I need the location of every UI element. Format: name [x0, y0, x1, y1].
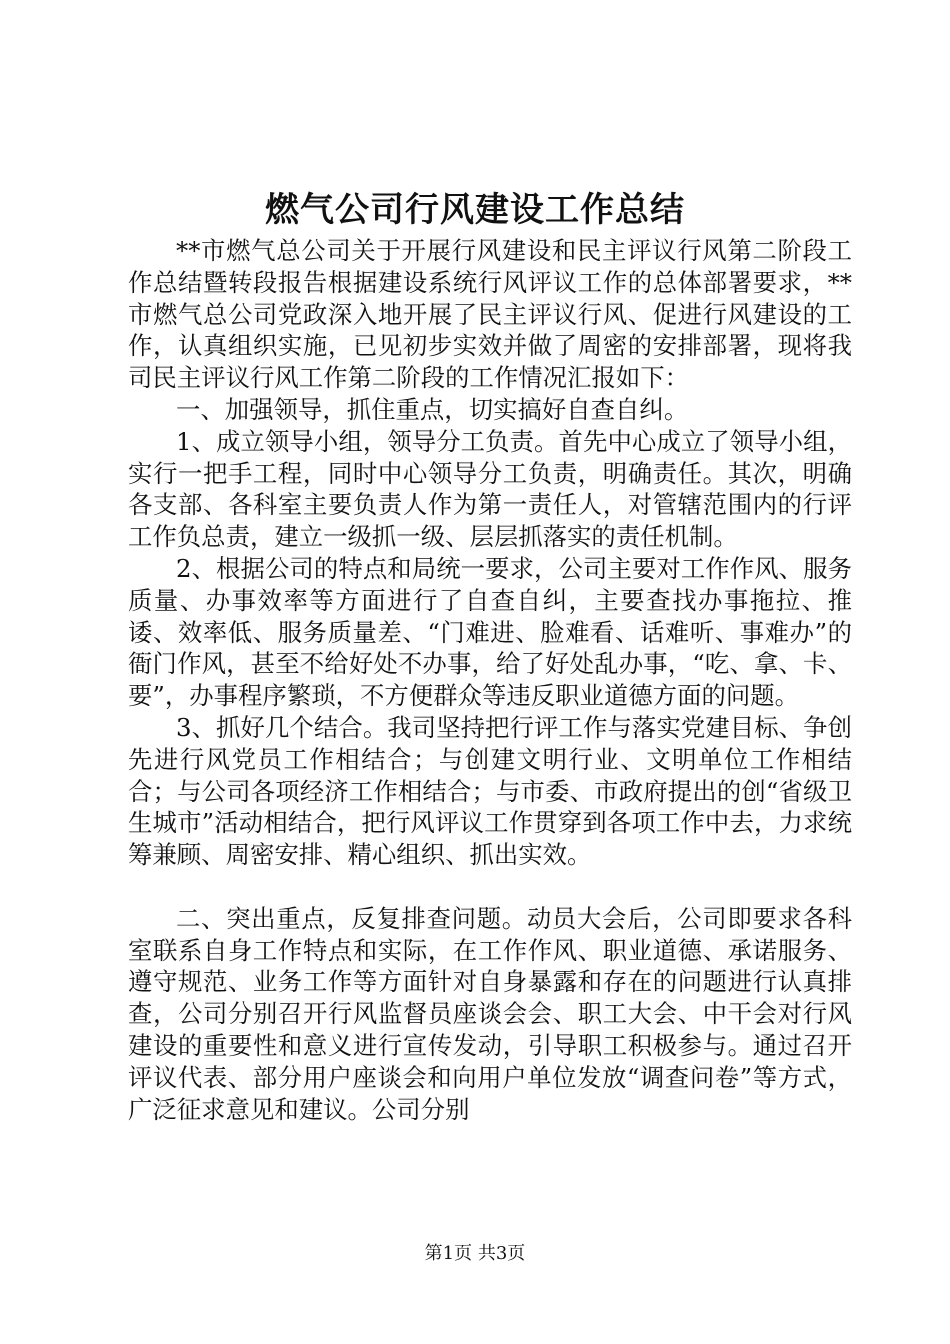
paragraph-section-2: 二、突出重点，反复排查问题。动员大会后，公司即要求各科室联系自身工作特点和实际，在工作作风、职业道德、承诺服务、遵守规范、业务工作等方面针对自身暴露和存在的问题进行认真排查，公司分别召开行风监督员座谈会会、职工大会、中干会对行风建设的重要性和意义进行宣传发动，引导职工积极参与。通过召开评议代表、部分用户座谈会和向用户单位发放“调查问卷”等方式，广泛征求意见和建议。公司分别 [128, 903, 852, 1124]
paragraph-intro: **市燃气总公司关于开展行风建设和民主评议行风第二阶段工作总结暨转段报告根据建设系统行风评议工作的总体部署要求，**市燃气总公司党政深入地开展了民主评议行风、促进行风建设的工作，认真组织实施，已见初步实效并做了周密的安排部署，现将我司民主评议行风工作第二阶段的工作情况汇报如下： [128, 236, 852, 393]
document-body [128, 235, 852, 1125]
document-title: 燃气公司行风建设工作总结 [265, 190, 685, 230]
paragraph-item-2: 2、根据公司的特点和局统一要求，公司主要对工作作风、服务质量、办事效率等方面进行了自查自纠，主要查找办事拖拉、推诿、效率低、服务质量差、“门难进、脸难看、话难听、事难办”的衙门作风，甚至不给好处不办事，给了好处乱办事，“吃、拿、卡、要”，办事程序繁琐，不方便群众等违反职业道德方面的问题。 [128, 553, 852, 711]
page-footer: 第1页 共3页 [424, 1243, 526, 1264]
paragraph-item-1: 1、成立领导小组，领导分工负责。首先中心成立了领导小组，实行一把手工程，同时中心领导分工负责，明确责任。其次，明确各支部、各科室主要负责人作为第一责任人，对管辖范围内的行评工作负总责，建立一级抓一级、层层抓落实的责任机制。 [128, 426, 852, 552]
paragraph-section-1-heading: 一、加强领导，抓住重点，切实搞好自查自纠。 [176, 394, 689, 424]
paragraph-spacer [128, 871, 852, 903]
paragraph-item-3: 3、抓好几个结合。我司坚持把行评工作与落实党建目标、争创先进行风党员工作相结合；与创建文明行业、文明单位工作相结合；与公司各项经济工作相结合；与市委、市政府提出的创“省级卫生城市”活动相结合，把行风评议工作贯穿到各项工作中去，力求统筹兼顾、周密安排、精心组织、抓出实效。 [128, 712, 852, 870]
